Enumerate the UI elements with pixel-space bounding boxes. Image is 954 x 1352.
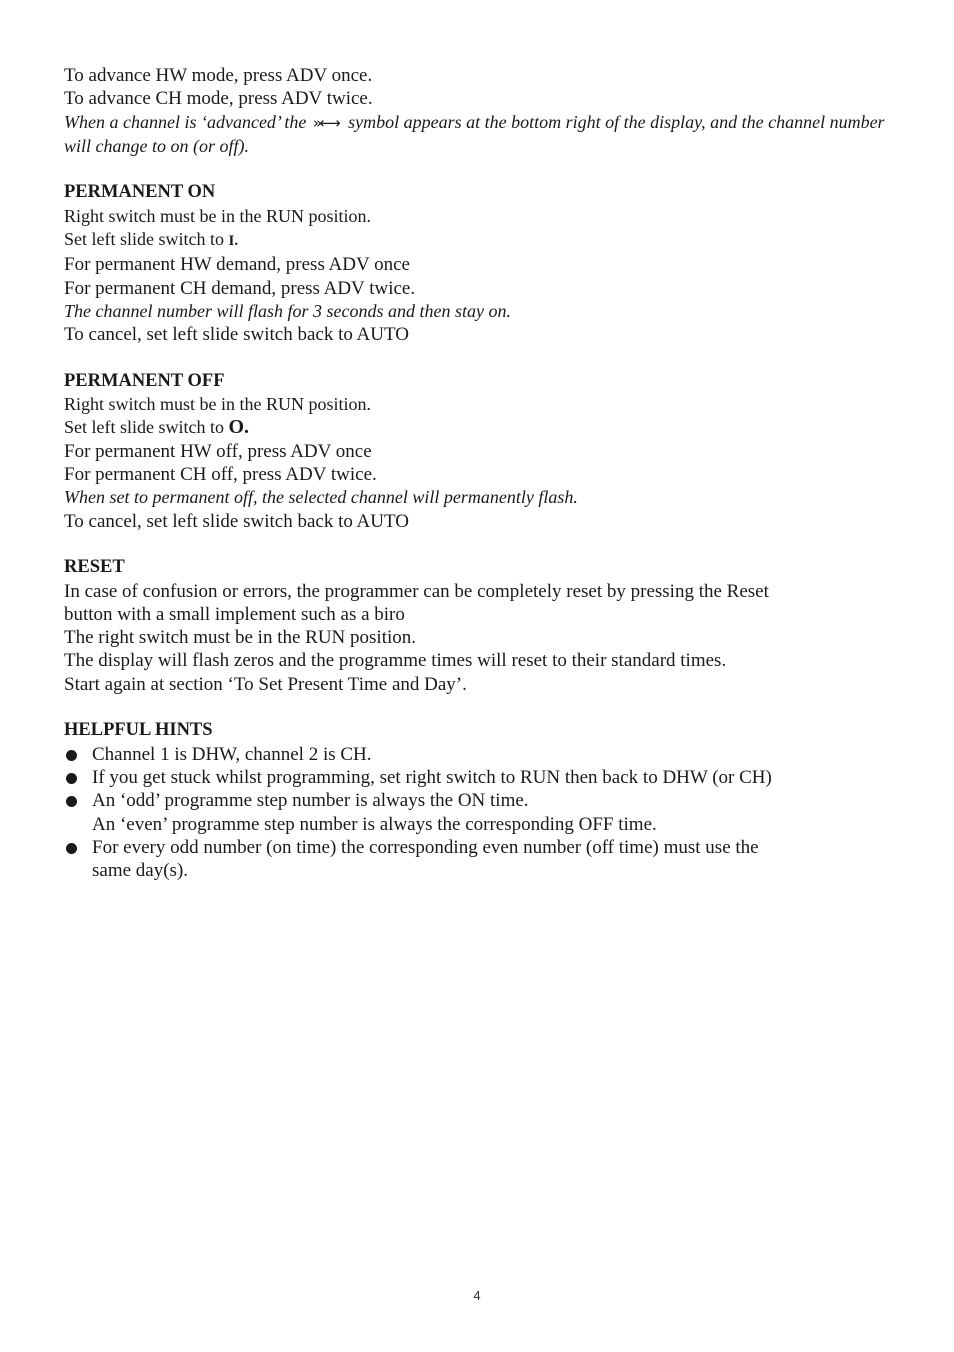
permanent-off-line-3: For permanent HW off, press ADV once — [64, 440, 372, 462]
permanent-off-line-2-text: Set left slide switch to — [64, 417, 224, 438]
permanent-on-line-6: To cancel, set left slide switch back to AUTO — [64, 324, 409, 346]
reset-line-4: Start again at section ‘To Set Present Time and Day’. — [64, 673, 467, 695]
hint-text-continued: An ‘even’ programme step number is always the corresponding OFF time. — [92, 813, 657, 835]
bullet-icon — [66, 796, 77, 807]
permanent-on-note: The channel number will flash for 3 seconds and then stay on. — [64, 300, 511, 321]
hint-text: If you get stuck whilst programming, set right switch to RUN then back to DHW (or CH) — [92, 766, 772, 788]
intro-note-text-a: When a channel is ‘advanced’ the — [64, 111, 307, 132]
reset-para-1a: In case of confusion or errors, the programmer can be completely reset by pressing the Reset — [64, 580, 769, 602]
hint-item — [64, 766, 894, 789]
permanent-on-line-1: Right switch must be in the RUN position. — [64, 205, 372, 226]
permanent-on-line-2-text: Set left slide switch to — [64, 229, 224, 250]
page-number: 4 — [473, 1288, 481, 1303]
permanent-off-line-6: To cancel, set left slide switch back to AUTO — [64, 510, 409, 532]
permanent-off-line-2 — [64, 416, 894, 439]
helpful-hints-heading: HELPFUL HINTS — [64, 720, 213, 741]
reset-para-1b: button with a small implement such as a biro — [64, 603, 405, 625]
intro-line-1: To advance HW mode, press ADV once. — [64, 65, 373, 86]
intro-note — [64, 111, 894, 159]
hint-item — [64, 836, 894, 883]
hint-text: Channel 1 is DHW, channel 2 is CH. — [92, 743, 372, 765]
permanent-on-heading: PERMANENT ON — [64, 182, 216, 203]
hint-item — [64, 743, 894, 766]
bullet-icon — [66, 773, 77, 784]
intro-line-2: To advance CH mode, press ADV twice. — [64, 88, 373, 110]
permanent-off-line-4: For permanent CH off, press ADV twice. — [64, 464, 377, 486]
reset-heading: RESET — [64, 557, 125, 578]
permanent-on-line-3: For permanent HW demand, press ADV once — [64, 254, 410, 276]
permanent-off-line-1: Right switch must be in the RUN position. — [64, 394, 372, 415]
permanent-off-heading: PERMANENT OFF — [64, 370, 225, 391]
permanent-on-line-2 — [64, 228, 894, 253]
permanent-on-line-4: For permanent CH demand, press ADV twice. — [64, 277, 416, 299]
bullet-icon — [66, 750, 77, 761]
reset-line-2: The right switch must be in the RUN position. — [64, 627, 417, 649]
permanent-off-note: When set to permanent off, the selected channel will permanently flash. — [64, 487, 578, 508]
hint-text: For every odd number (on time) the corresponding even number (off time) must use the — [92, 836, 759, 858]
reset-line-3: The display will flash zeros and the programme times will reset to their standard times. — [64, 650, 727, 672]
hint-item — [64, 789, 894, 836]
intro-note-text-b: symbol appears at the bottom right of the display, and the channel number will change to on (or off). — [64, 111, 885, 156]
hint-text-continued: same day(s). — [92, 860, 189, 882]
switch-position-on: I. — [228, 233, 239, 250]
advance-symbol-icon: »⟷ — [312, 113, 338, 132]
hint-text: An ‘odd’ programme step number is always the ON time. — [92, 790, 529, 812]
switch-position-off: O. — [228, 416, 250, 439]
document-body — [64, 64, 894, 882]
bullet-icon — [66, 843, 77, 854]
